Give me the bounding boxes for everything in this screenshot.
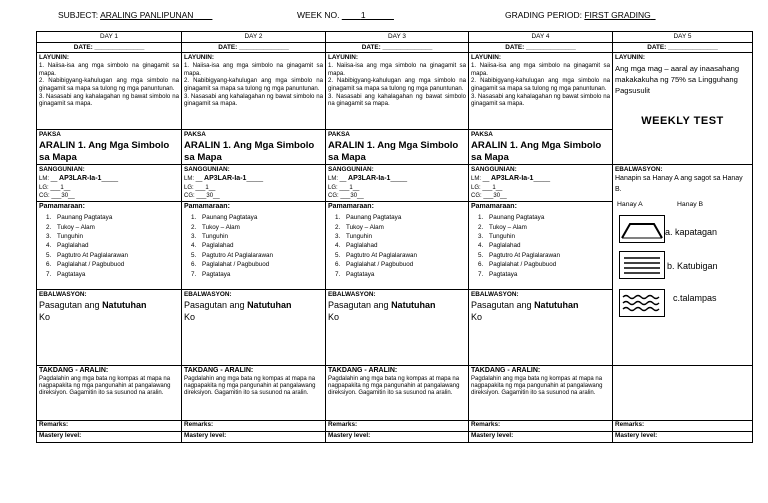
sanggunian-label: SANGGUNIAN:	[328, 166, 374, 174]
takdang-text: Pagdalahin ang mga bata ng kompas at mapa na nagpapakita ng mga pangunahin at pangalawang direksiyon. Gagamitin ito sa susunod na aralin.	[328, 376, 460, 397]
day5-layunin-text: Ang mga mag – aaral ay inaasahang makakakuha ng 75% sa Lingguhang Pagsusulit	[615, 64, 740, 96]
lg-value: 1	[60, 184, 64, 191]
week-field: WEEK NO. ____1______	[297, 10, 394, 20]
step-item: 5. Pagtutro At Paglalarawan	[53, 251, 179, 260]
takdang-label: TAKDANG - ARALIN:	[184, 366, 254, 374]
lg-value: 1	[492, 184, 496, 191]
ebalwasyon-label: EBALWASYON:	[615, 166, 663, 174]
layunin-label: LAYUNIN:	[328, 54, 358, 62]
date-row	[37, 42, 753, 53]
takdang-label: TAKDANG - ARALIN:	[39, 366, 109, 374]
hanay-b-label: Hanay B	[677, 201, 704, 209]
lg-label: LG:	[39, 184, 49, 191]
step-item: 4. Paglalahad	[342, 241, 466, 250]
paksa-label: PAKSA	[184, 131, 206, 139]
step-item: 3. Tunguhin	[198, 232, 323, 241]
takdang-cell	[326, 365, 469, 420]
layunin-item: 2. Nabibigyang-kahulugan ang mga simbolo na ginagamit sa mapa sa tulong ng mga panuntunan.	[184, 77, 323, 92]
step-item: 1. Paunang Pagtataya	[485, 213, 610, 222]
step-item: 6. Paglalahat / Pagbubuod	[198, 260, 323, 269]
remarks-cell: Remarks:	[182, 420, 326, 431]
sanggunian-cell: SANGGUNIAN: LM: __ AP3LAR-Ia-1_____ LG: ___1__ CG: ___30__	[326, 165, 469, 201]
lm-label: LM:	[471, 176, 482, 183]
paksa-cell	[37, 130, 182, 165]
lg-label: LG:	[471, 184, 481, 191]
step-item: 2. Tukoy – Alam	[53, 223, 179, 232]
step-item: 7. Pagtataya	[485, 270, 610, 279]
paksa-cell	[469, 130, 613, 165]
mastery-cell: Mastery level:	[613, 431, 753, 442]
remarks-row	[37, 420, 753, 431]
takdang-label: TAKDANG - ARALIN:	[328, 366, 398, 374]
ebalwasyon-label: EBALWASYON:	[39, 290, 87, 298]
day-2-header: DAY 2	[182, 32, 326, 43]
takdang-cell	[469, 365, 613, 420]
lm-label: LM:	[184, 176, 195, 183]
ebalwasyon-label: EBALWASYON:	[184, 290, 232, 298]
ebalwasyon-text: Pasagutan ang Natutuhan Ko	[328, 300, 436, 322]
aralin-title: ARALIN 1. Ang Mga Simbolo sa Mapa	[39, 140, 170, 163]
takdang-cell	[37, 365, 182, 420]
date-cell: DATE: ______________	[469, 42, 613, 53]
steps-list	[342, 213, 466, 279]
ebalwasyon-cell	[469, 289, 613, 365]
layunin-item: 2. Nabibigyang-kahulugan ang mga simbolo na ginagamit sa mapa sa tulong ng mga panuntunan.	[39, 77, 179, 92]
paksa-label: PAKSA	[471, 131, 493, 139]
ebalwasyon-text: Pasagutan ang Natutuhan Ko	[39, 300, 147, 322]
ebalwasyon-label: EBALWASYON:	[328, 290, 376, 298]
date-cell: DATE: ______________	[326, 42, 469, 53]
aralin-title: ARALIN 1. Ang Mga Simbolo sa Mapa	[184, 140, 315, 163]
takdang-text: Pagdalahin ang mga bata ng kompas at mapa na nagpapakita ng mga pangunahin at pangalawang direksiyon. Gagamitin ito sa susunod na aralin.	[184, 376, 316, 397]
aralin-title: ARALIN 1. Ang Mga Simbolo sa Mapa	[471, 140, 602, 163]
day-header-row	[37, 32, 753, 43]
lm-code: AP3LAR-Ia-1	[204, 175, 247, 183]
lg-label: LG:	[328, 184, 338, 191]
answer-a: a. kapatagan	[665, 227, 718, 238]
lg-label: LG:	[184, 184, 194, 191]
sanggunian-cell: SANGGUNIAN: LM: __ AP3LAR-Ia-1_____ LG: ___1__ CG: ___30__	[37, 165, 182, 201]
answer-b: b. Katubigan	[667, 261, 718, 272]
plain-image	[619, 251, 665, 279]
date-cell: DATE: ______________	[182, 42, 326, 53]
cg-label: CG:	[39, 192, 50, 199]
step-item: 2. Tukoy – Alam	[198, 223, 323, 232]
step-item: 1. Paunang Pagtataya	[342, 213, 466, 222]
step-item: 1. Paunang Pagtataya	[53, 213, 179, 222]
lm-label: LM:	[39, 176, 50, 183]
steps-list	[485, 213, 610, 279]
ebalwasyon-cell	[37, 289, 182, 365]
remarks-cell: Remarks:	[613, 420, 753, 431]
cg-label: CG:	[328, 192, 339, 199]
pamamaraan-cell	[326, 201, 469, 289]
sanggunian-cell: SANGGUNIAN: LM: __ AP3LAR-Ia-1_____ LG: ___1__ CG: ___30__	[469, 165, 613, 201]
sanggunian-row	[37, 165, 753, 201]
ebalwasyon-cell	[326, 289, 469, 365]
answer-c: c.talampas	[673, 293, 717, 304]
day-1-header: DAY 1	[37, 32, 182, 43]
sanggunian-label: SANGGUNIAN:	[39, 166, 85, 174]
cg-value: 30	[350, 192, 358, 199]
paksa-cell	[182, 130, 326, 165]
layunin-row	[37, 53, 753, 130]
step-item: 7. Pagtataya	[53, 270, 179, 279]
plain-icon	[620, 252, 664, 278]
day-3-header: DAY 3	[326, 32, 469, 43]
date-cell: DATE: ______________	[613, 42, 753, 53]
week-label: WEEK NO.	[297, 10, 340, 20]
steps-list	[198, 213, 323, 279]
ebalwasyon-text: Pasagutan ang Natutuhan Ko	[184, 300, 292, 322]
lm-code: AP3LAR-Ia-1	[348, 175, 391, 183]
mastery-cell: Mastery level:	[326, 431, 469, 442]
layunin-item: 1. Naiisa-isa ang mga simbolo na ginagamit sa mapa.	[39, 62, 179, 77]
lg-value: 1	[205, 184, 209, 191]
water-icon	[620, 290, 664, 316]
layunin-cell	[37, 53, 182, 130]
lm-code: AP3LAR-Ia-1	[59, 175, 102, 183]
layunin-label: LAYUNIN:	[471, 54, 501, 62]
mastery-row	[37, 431, 753, 442]
step-item: 5. Pagtutro At Paglalarawan	[485, 251, 610, 260]
step-item: 6. Paglalahat / Pagbubuod	[53, 260, 179, 269]
layunin-item: 2. Nabibigyang-kahulugan ang mga simbolo na ginagamit sa mapa sa tulong ng mga panuntunan.	[471, 77, 610, 92]
step-item: 4. Paglalahad	[198, 241, 323, 250]
step-item: 7. Pagtataya	[198, 270, 323, 279]
step-item: 7. Pagtataya	[342, 270, 466, 279]
paksa-label: PAKSA	[328, 131, 350, 139]
pamamaraan-label: Pamamaraan:	[39, 202, 85, 210]
day5-ebalwasyon-cell	[613, 165, 753, 365]
layunin-item: 3. Nasasabi ang kahalagahan ng bawat simbolo na ginagamit sa mapa.	[184, 92, 323, 108]
lm-label: LM:	[328, 176, 339, 183]
step-item: 3. Tunguhin	[485, 232, 610, 241]
takdang-label: TAKDANG - ARALIN:	[471, 366, 541, 374]
ebalwasyon-cell	[182, 289, 326, 365]
takdang-cell	[182, 365, 326, 420]
cg-label: CG:	[471, 192, 482, 199]
grading-value: FIRST GRADING	[584, 10, 651, 20]
date-cell: DATE: ______________	[37, 42, 182, 53]
cg-value: 30	[493, 192, 501, 199]
paksa-cell	[326, 130, 469, 165]
layunin-cell	[326, 53, 469, 130]
cg-value: 30	[206, 192, 214, 199]
step-item: 1. Paunang Pagtataya	[198, 213, 323, 222]
lesson-plan-table	[36, 31, 753, 443]
cg-value: 30	[61, 192, 69, 199]
matching-test	[615, 195, 750, 345]
lg-value: 1	[349, 184, 353, 191]
layunin-label: LAYUNIN:	[39, 54, 69, 62]
remarks-cell: Remarks:	[326, 420, 469, 431]
pamamaraan-label: Pamamaraan:	[471, 202, 517, 210]
layunin-cell	[469, 53, 613, 130]
grading-field: GRADING PERIOD: FIRST GRADING_	[505, 10, 656, 20]
ebalwasyon-label: EBALWASYON:	[471, 290, 519, 298]
takdang-text: Pagdalahin ang mga bata ng kompas at mapa na nagpapakita ng mga pangunahin at pangalawang direksiyon. Gagamitin ito sa susunod na aralin.	[39, 376, 171, 397]
pamamaraan-cell	[182, 201, 326, 289]
plan-header	[0, 10, 768, 26]
layunin-item: 1. Naiisa-isa ang mga simbolo na ginagamit sa mapa.	[328, 62, 466, 77]
week-value: 1	[360, 10, 366, 20]
step-item: 5. Pagtutro At Paglalarawan	[342, 251, 466, 260]
day-5-header: DAY 5	[613, 32, 753, 43]
layunin-item: 1. Naiisa-isa ang mga simbolo na ginagamit sa mapa.	[471, 62, 610, 77]
subject-field: SUBJECT: ARALING PANLIPUNAN____	[58, 10, 213, 20]
step-item: 4. Paglalahad	[485, 241, 610, 250]
subject-value: ARALING PANLIPUNAN	[100, 10, 194, 20]
pamamaraan-cell	[37, 201, 182, 289]
mastery-cell: Mastery level:	[182, 431, 326, 442]
layunin-cell	[182, 53, 326, 130]
step-item: 2. Tukoy – Alam	[342, 223, 466, 232]
paksa-label: PAKSA	[39, 131, 61, 139]
mastery-cell: Mastery level:	[37, 431, 182, 442]
ebalwasyon-text: Pasagutan ang Natutuhan Ko	[471, 300, 579, 322]
subject-label: SUBJECT:	[58, 10, 99, 20]
step-item: 3. Tunguhin	[53, 232, 179, 241]
water-image	[619, 289, 665, 317]
day5-ebalwasyon-text: Hanapin sa Hanay A ang sagot sa Hanay B.	[615, 175, 743, 193]
plateau-icon	[620, 216, 664, 242]
takdang-cell-empty	[613, 365, 753, 420]
weekly-test-title: WEEKLY TEST	[641, 115, 724, 128]
sanggunian-label: SANGGUNIAN:	[184, 166, 230, 174]
aralin-title: ARALIN 1. Ang Mga Simbolo sa Mapa	[328, 140, 459, 163]
layunin-label: LAYUNIN:	[615, 54, 645, 62]
sanggunian-cell: SANGGUNIAN: LM: __ AP3LAR-Ia-1_____ LG: ___1__ CG: ___30__	[182, 165, 326, 201]
remarks-cell: Remarks:	[37, 420, 182, 431]
pamamaraan-label: Pamamaraan:	[328, 202, 374, 210]
step-item: 3. Tunguhin	[342, 232, 466, 241]
steps-list	[53, 213, 179, 279]
takdang-text: Pagdalahin ang mga bata ng kompas at mapa na nagpapakita ng mga pangunahin at pangalawang direksiyon. Gagamitin ito sa susunod na aralin.	[471, 376, 603, 397]
lm-code: AP3LAR-Ia-1	[491, 175, 534, 183]
step-item: 2. Tukoy – Alam	[485, 223, 610, 232]
layunin-item: 3. Nasasabi ang kahalagahan ng bawat simbolo na ginagamit sa mapa.	[328, 92, 466, 108]
pamamaraan-label: Pamamaraan:	[184, 202, 230, 210]
plateau-image	[619, 215, 665, 243]
day5-layunin-cell	[613, 53, 753, 165]
pamamaraan-cell	[469, 201, 613, 289]
cg-label: CG:	[184, 192, 195, 199]
grading-label: GRADING PERIOD:	[505, 10, 582, 20]
step-item: 6. Paglalahat / Pagbubuod	[485, 260, 610, 269]
layunin-item: 1. Naiisa-isa ang mga simbolo na ginagamit sa mapa.	[184, 62, 323, 77]
hanay-a-label: Hanay A	[617, 201, 643, 209]
takdang-row	[37, 365, 753, 420]
layunin-item: 3. Nasasabi ang kahalagahan ng bawat simbolo na ginagamit sa mapa.	[39, 92, 179, 108]
layunin-item: 3. Nasasabi ang kahalagahan ng bawat simbolo na ginagamit sa mapa.	[471, 92, 610, 108]
step-item: 4. Paglalahad	[53, 241, 179, 250]
layunin-item: 2. Nabibigyang-kahulugan ang mga simbolo na ginagamit sa mapa sa tulong ng mga panuntunan.	[328, 77, 466, 92]
day-4-header: DAY 4	[469, 32, 613, 43]
sanggunian-label: SANGGUNIAN:	[471, 166, 517, 174]
layunin-label: LAYUNIN:	[184, 54, 214, 62]
remarks-cell: Remarks:	[469, 420, 613, 431]
mastery-cell: Mastery level:	[469, 431, 613, 442]
step-item: 6. Paglalahat / Pagbubuod	[342, 260, 466, 269]
step-item: 5. Pagtutro At Paglalarawan	[198, 251, 323, 260]
